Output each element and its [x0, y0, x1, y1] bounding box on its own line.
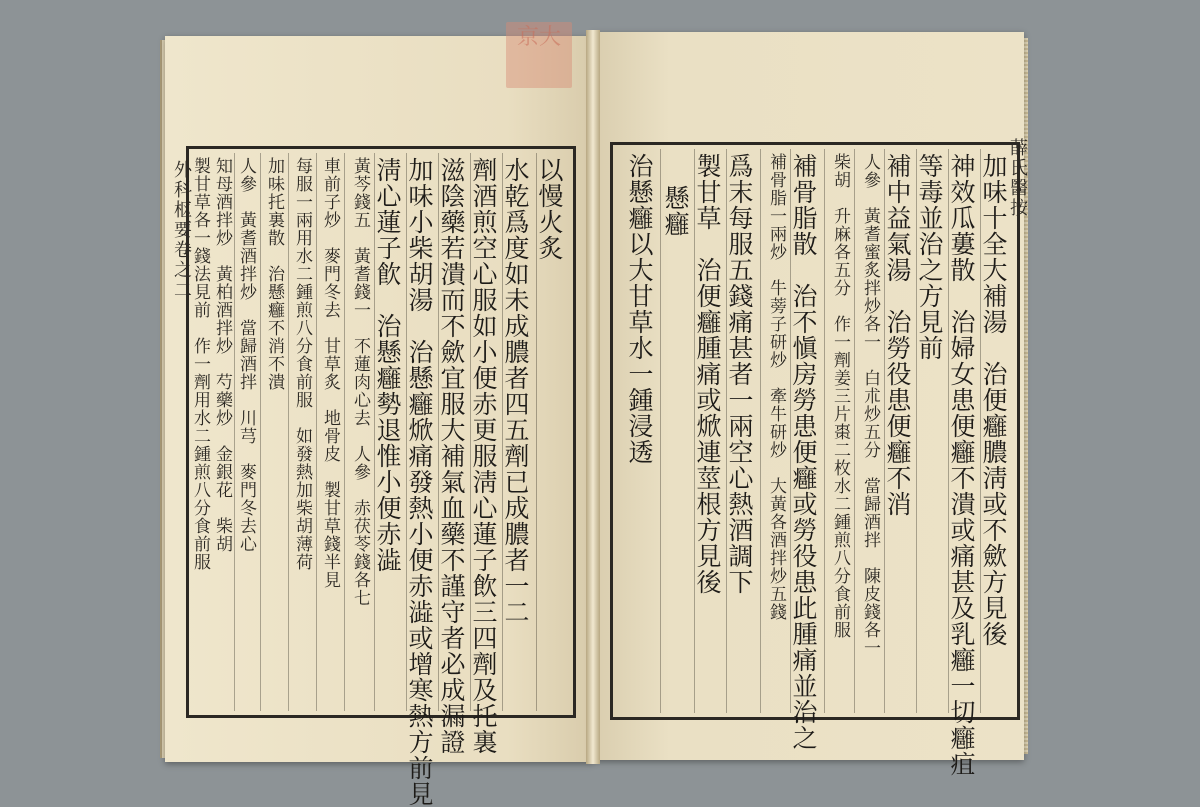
column-rule — [824, 149, 825, 713]
text-column: 以慢火炙 — [535, 157, 564, 261]
column-rule — [502, 153, 503, 711]
right-text-frame — [610, 142, 1020, 777]
text-column: 人參 黃耆酒拌炒 當歸酒拌 川芎 麥門冬去心 — [236, 157, 256, 553]
text-column: 淸心蓮子飮 治懸癰勢退惟小便赤澁 — [373, 157, 402, 573]
column-rule — [406, 153, 407, 711]
column-rule — [854, 149, 855, 713]
text-column: 滋陰藥若潰而不歛宜服大補氣血藥不謹守者必成漏證 — [437, 157, 466, 755]
text-column: 黃芩錢五 黃耆錢一 不蓮肉心去 人參 赤茯苓錢各七 — [350, 157, 370, 607]
text-column: 柴胡 升麻各五分 作一劑姜三片棗二枚水二鍾煎八分食前服 — [830, 153, 850, 639]
text-column: 車前子炒 麥門冬去 甘草炙 地骨皮 製甘草錢半見 — [320, 157, 340, 589]
column-rule — [536, 153, 537, 711]
book-spine — [586, 30, 600, 764]
text-column: 水乾爲度如未成膿者四五劑已成膿者一二 — [501, 157, 530, 625]
text-column: 補骨脂一兩炒 牛蒡子研炒 牽牛研炒 大黃各酒拌炒五錢 — [766, 153, 786, 621]
column-rule — [694, 149, 695, 713]
column-rule — [884, 149, 885, 713]
column-rule — [234, 153, 235, 711]
text-column: 劑酒煎空心服如小便赤更服淸心蓮子飲三四劑及托裏 — [469, 157, 498, 755]
text-column: 爲末每服五錢痛甚者一兩空心熱酒調下 — [725, 153, 754, 595]
column-rule — [344, 153, 345, 711]
column-rule — [374, 153, 375, 711]
text-column: 製甘草各一錢法見前 作一劑用水二鍾煎八分食前服 — [190, 157, 210, 571]
column-rule — [470, 153, 471, 711]
column-rule — [790, 149, 791, 713]
column-rule — [660, 149, 661, 713]
text-column: 神效瓜蔞散 治婦女患便癰不潰或痛甚及乳癰一切癰疽 — [947, 153, 976, 777]
right-margin-title: 薛氏醫按 — [1007, 138, 1028, 218]
text-column: 每服一兩用水二鍾煎八分食前服 如發熱加柴胡薄荷 — [292, 157, 312, 571]
text-column: 人參 黃耆蜜炙拌炒各一 白朮炒五分 當歸酒拌 陳皮錢各一 — [860, 153, 880, 657]
column-rule — [438, 153, 439, 711]
text-column: 治懸癰以大甘草水一鍾浸透 — [625, 153, 654, 465]
text-column: 加味小柴胡湯 治懸癰焮痛發熱小便赤澁或增寒熱方前見 — [405, 157, 434, 807]
column-rule — [288, 153, 289, 711]
column-rule — [316, 153, 317, 711]
text-column: 製甘草 治便癰腫痛或焮連莖根方見後 — [693, 153, 722, 595]
column-rule — [760, 149, 761, 713]
text-column: 加味托裏散 治懸癰不消不潰 — [264, 157, 284, 391]
column-rule — [726, 149, 727, 713]
column-rule — [980, 149, 981, 713]
text-column: 知母酒拌炒 黃柏酒拌炒 芍藥炒 金銀花 柴胡 — [212, 157, 232, 553]
column-rule — [916, 149, 917, 713]
section-heading: 懸癰 — [661, 185, 690, 237]
text-column: 補骨脂散 治不愼房勞患便癰或勞役患此腫痛並治之 — [789, 153, 818, 751]
left-text-frame — [186, 146, 576, 807]
text-column: 加味十全大補湯 治便癰膿淸或不歛方見後 — [979, 153, 1008, 647]
stamp-text: 京大 — [516, 25, 561, 50]
left-margin-title: 外科枢要卷之二 — [171, 160, 192, 300]
library-seal-stamp — [506, 22, 572, 88]
text-column: 補中益氣湯 治勞役患便癰不消 — [883, 153, 912, 517]
text-column: 等毒並治之方見前 — [915, 153, 944, 361]
column-rule — [260, 153, 261, 711]
column-rule — [948, 149, 949, 713]
